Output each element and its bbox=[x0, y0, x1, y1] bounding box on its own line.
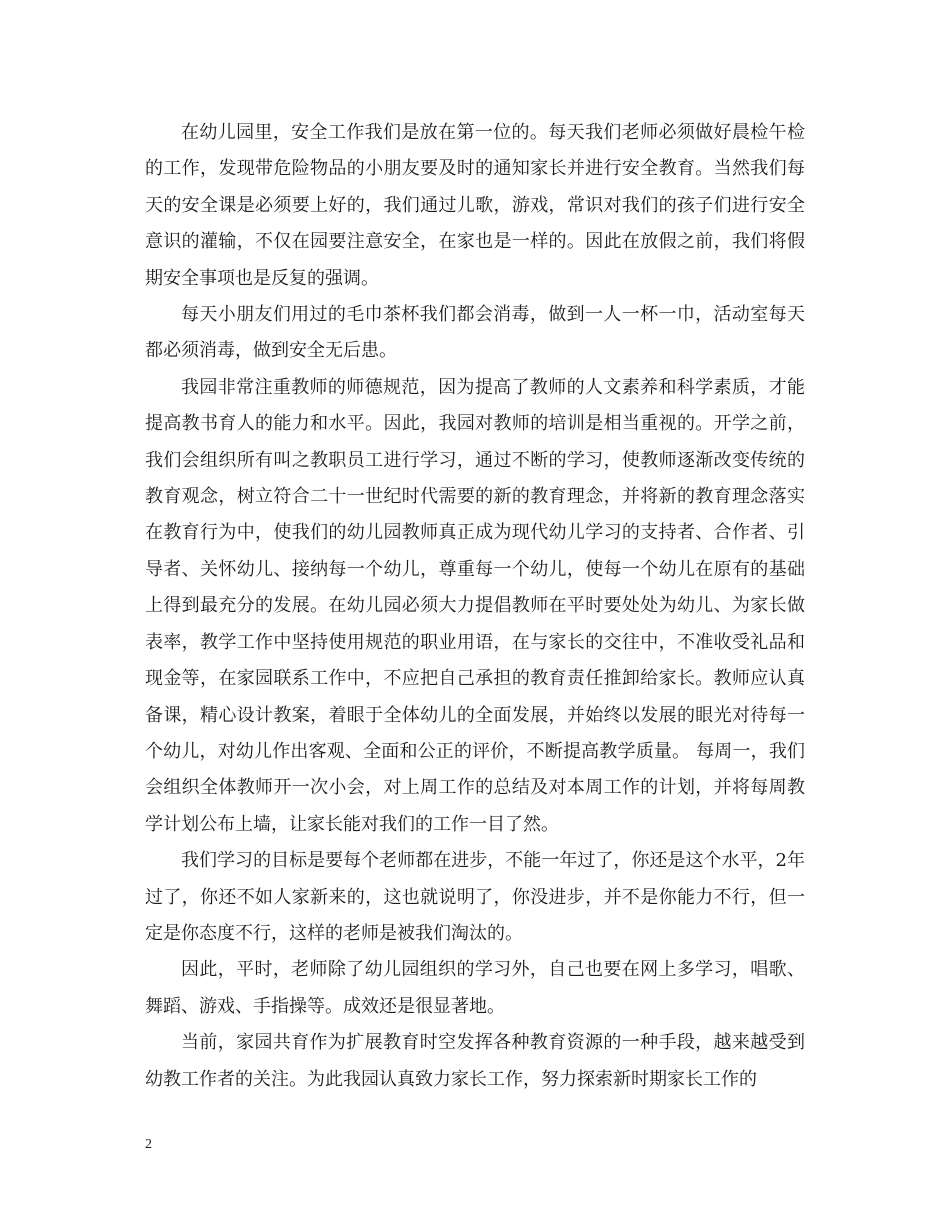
paragraph-home-school: 当前，家园共育作为扩展教育时空发挥各种教育资源的一种手段，越来越受到幼教工作者的关注。为此我园认真致力家长工作，努力探索新时期家长工作的 bbox=[145, 1032, 805, 1090]
paragraph-disinfection: 每天小朋友们用过的毛巾茶杯我们都会消毒，做到一人一杯一巾，活动室每天都必须消毒，做到安全无后患。 bbox=[145, 304, 805, 362]
paragraph-learning-goals: 我们学习的目标是要每个老师都在进步，不能一年过了，你还是这个水平，2年过了，你还不如人家新来的，这也就说明了，你没进步，并不是你能力不行，但一定是你态度不行，这样的老师是被我们淘汰的。 bbox=[145, 850, 805, 944]
paragraph-safety: 在幼儿园里，安全工作我们是放在第一位的。每天我们老师必须做好晨检午检的工作，发现带危险物品的小朋友要及时的通知家长并进行安全教育。当然我们每天的安全课是必须要上好的，我们通过儿歌，游戏，常识对我们的孩子们进行安全意识的灌输，不仅在园要注意安全，在家也是一样的。因此在放假之前，我们将假期安全事项也是反复的强调。 bbox=[145, 122, 805, 289]
paragraph-teacher-ethics: 我园非常注重教师的师德规范，因为提高了教师的人文素养和科学素质，才能提高教书育人的能力和水平。因此，我园对教师的培训是相当重视的。开学之前，我们会组织所有叫之教职员工进行学习，通过不断的学习，使教师逐渐改变传统的教育观念，树立符合二十一世纪时代需要的新的教育理念，并将新的教育理念落实在教育行为中，使我们的幼儿园教师真正成为现代幼儿学习的支持者、合作者、引导者、关怀幼儿、接纳每一个幼儿，尊重每一个幼儿，使每一个幼儿在原有的基础上得到最充分的发展。在幼儿园必须大力提倡教师在平时要处处为幼儿、为家长做表率，教学工作中坚持使用规范的职业用语，在与家长的交往中，不准收受礼品和现金等，在家园联系工作中，不应把自己承担的教育责任推卸给家长。教师应认真备课，精心设计教案，着眼于全体幼儿的全面发展，并始终以发展的眼光对待每一个幼儿，对幼儿作出客观、全面和公正的评价，不断提高教学质量。 每周一，我们会组织全体教师开一次小会，对上周工作的总结及对本周工作的计划，并将每周教学计划公布上墙，让家长能对我们的工作一目了然。 bbox=[145, 376, 805, 835]
paragraph-self-study: 因此，平时，老师除了幼儿园组织的学习外，自己也要在网上多学习，唱歌、舞蹈、游戏、手指操等。成效还是很显著地。 bbox=[145, 959, 805, 1017]
document-body bbox=[145, 115, 805, 1098]
page-number: 2 bbox=[145, 1137, 152, 1152]
